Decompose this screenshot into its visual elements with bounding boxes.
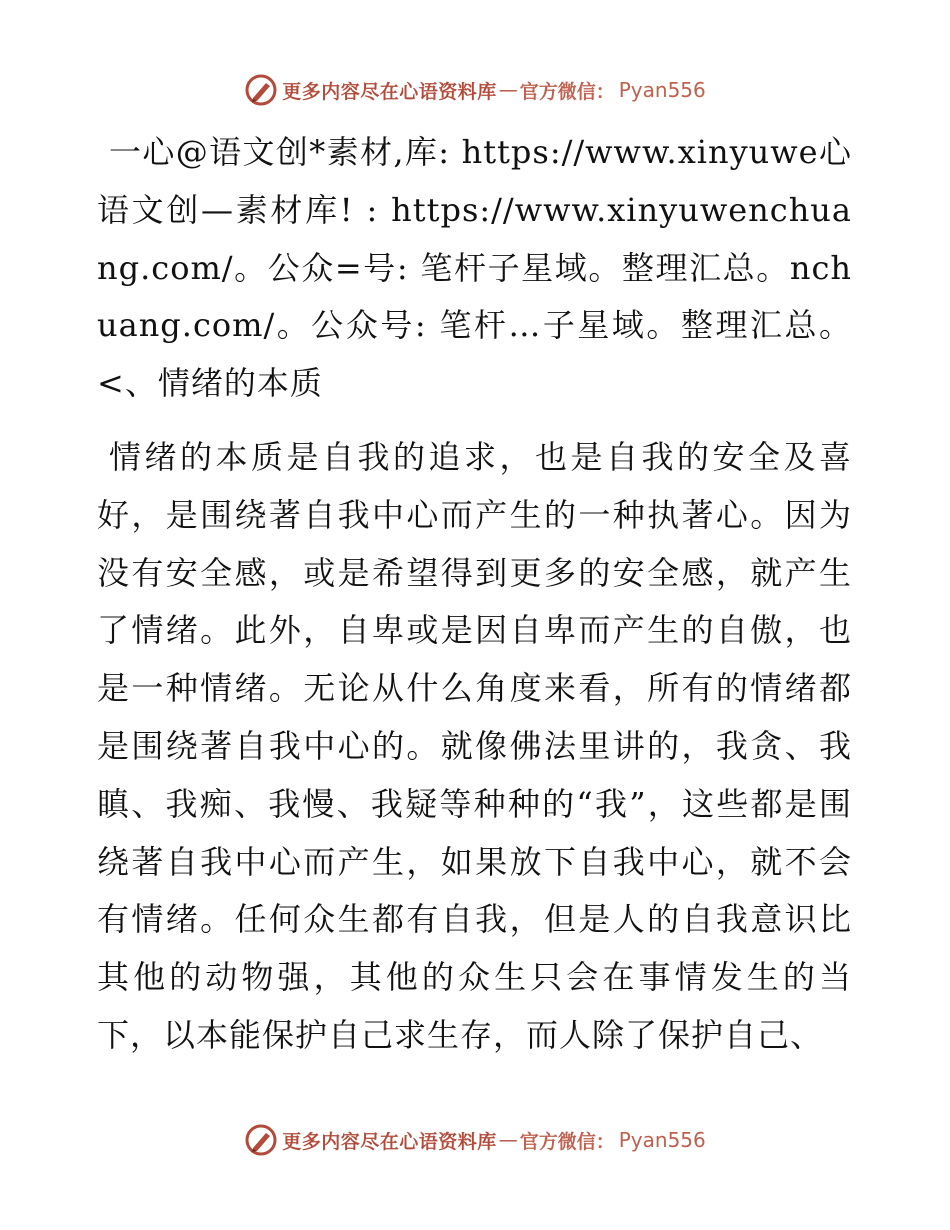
banner-separator: — — [498, 79, 518, 101]
paragraph-main: 情绪的本质是自我的追求，也是自我的安全及喜好，是围绕著自我中心而产生的一种执著心。因为没有安全感，或是希望得到更多的安全感，就产生了情绪。此外，自卑或是因自卑而产生的自傲，也是一种情绪。无论从什么角度来看，所有的情绪都是围绕著自我中心的。就像佛法里讲的，我贪、我瞋、我痴、我慢、我疑等种种的“我”，这些都是围绕著自我中心而产生，如果放下自我中心，就不会有情绪。任何众生都有自我，但是人的自我意识比其他的动物强，其他的众生只会在事情发生的当下，以本能保护自己求生存，而人除了保护自己、 — [97, 437, 852, 1054]
pen-logo-icon — [244, 1123, 278, 1157]
pen-logo-icon — [244, 73, 278, 107]
banner-wechat-label: 官方微信： — [519, 1130, 615, 1153]
paragraph-intro: 一心@语文创*素材,库: https://www.xinyuwe心语文创—素材库! : https://www.xinyuwenchuang.com/。公众=号: 笔杆子星域。整理汇总。nchuang.com/。公众号: 笔杆…子星域。整理汇总。<、情绪的本质 — [97, 133, 852, 403]
document-body — [97, 124, 852, 1065]
banner-wechat-id: Pyan556 — [618, 1128, 706, 1152]
banner-title: 更多内容尽在心语资料库 — [282, 1130, 497, 1153]
header-banner — [0, 70, 950, 110]
banner-title: 更多内容尽在心语资料库 — [282, 80, 497, 103]
banner-separator: — — [498, 1129, 518, 1151]
footer-banner — [0, 1120, 950, 1160]
banner-wechat-id: Pyan556 — [618, 78, 706, 102]
banner-wechat-label: 官方微信： — [519, 80, 615, 103]
